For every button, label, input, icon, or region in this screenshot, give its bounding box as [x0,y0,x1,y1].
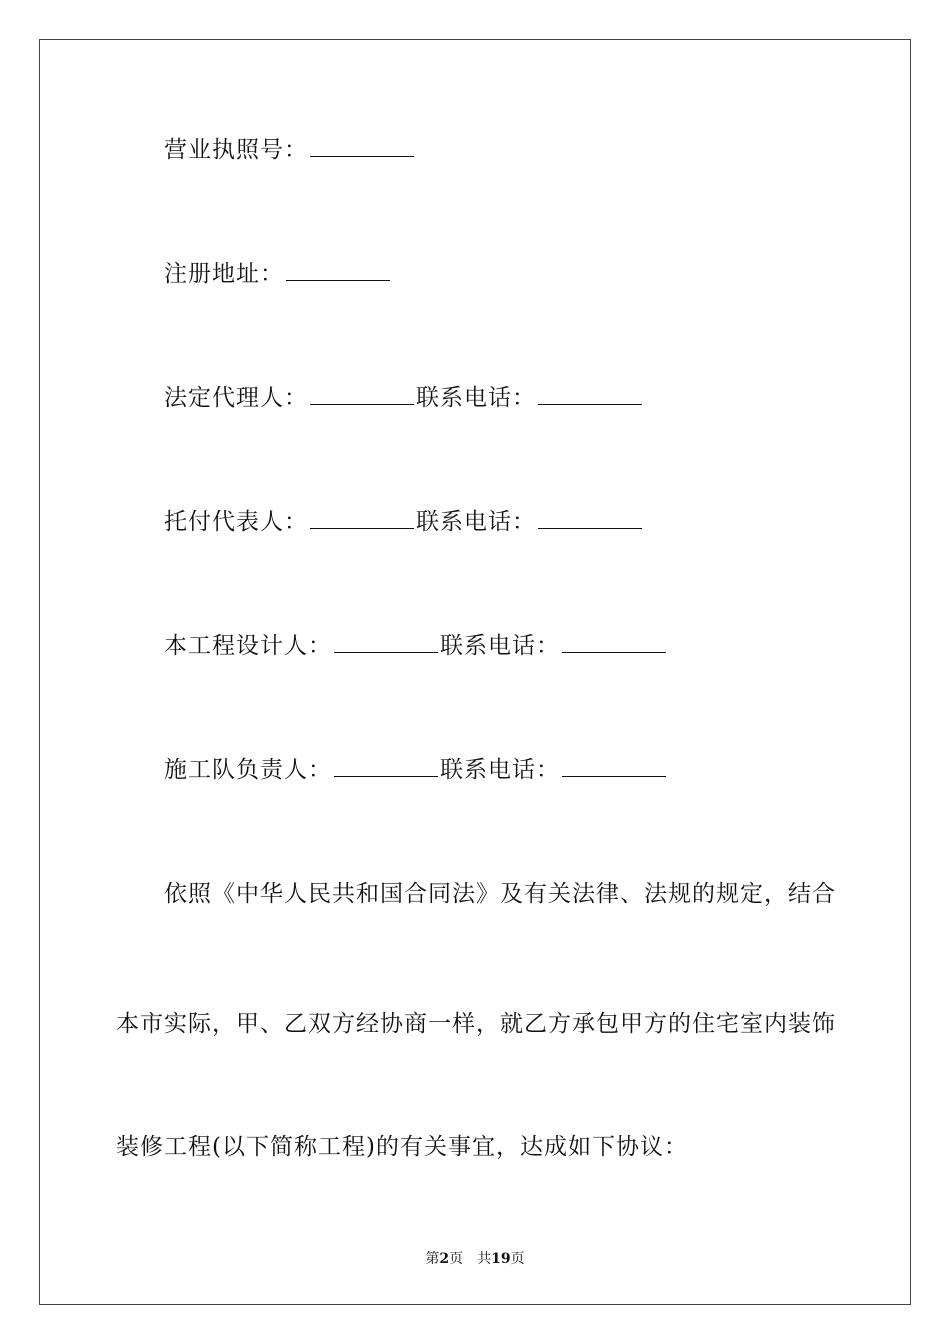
field-label: 营业执照号： [164,137,308,163]
total-suffix: 页 [510,1251,525,1267]
field-label: 托付代表人： [164,509,308,535]
page-suffix: 页 [449,1251,464,1267]
page-prefix: 第 [425,1251,440,1267]
blank-line [310,508,414,529]
field-label: 注册地址： [164,261,284,287]
field-registered-address [164,259,392,289]
phone-label: 联系电话： [440,633,560,659]
field-label: 本工程设计人： [164,633,332,659]
total-prefix: 共 [477,1251,492,1267]
field-label: 施工队负责人： [164,757,332,783]
paragraph-line-3: 装修工程(以下简称工程)的有关事宜，达成如下协议： [116,1134,688,1160]
phone-label: 联系电话： [440,757,560,783]
blank-line [334,632,438,653]
paragraph-line-2: 本市实际，甲、乙双方经协商一样，就乙方承包甲方的住宅室内装饰 [116,1011,836,1037]
field-entrusted-representative [164,507,644,537]
total-pages: 19 [491,1251,511,1267]
field-legal-representative [164,383,644,413]
field-project-designer [164,631,668,661]
phone-label: 联系电话： [416,385,536,411]
page-footer [0,1248,950,1268]
blank-line [310,384,414,405]
phone-label: 联系电话： [416,509,536,535]
field-business-license [164,135,416,165]
blank-line [538,384,642,405]
blank-line [562,632,666,653]
blank-line [310,136,414,157]
field-label: 法定代理人： [164,385,308,411]
page-border [39,39,911,1305]
blank-line [562,756,666,777]
page-number: 2 [439,1251,450,1267]
field-construction-leader [164,755,668,785]
paragraph-line-1: 依照《中华人民共和国合同法》及有关法律、法规的规定，结合 [164,881,836,907]
blank-line [334,756,438,777]
blank-line [286,260,390,281]
blank-line [538,508,642,529]
